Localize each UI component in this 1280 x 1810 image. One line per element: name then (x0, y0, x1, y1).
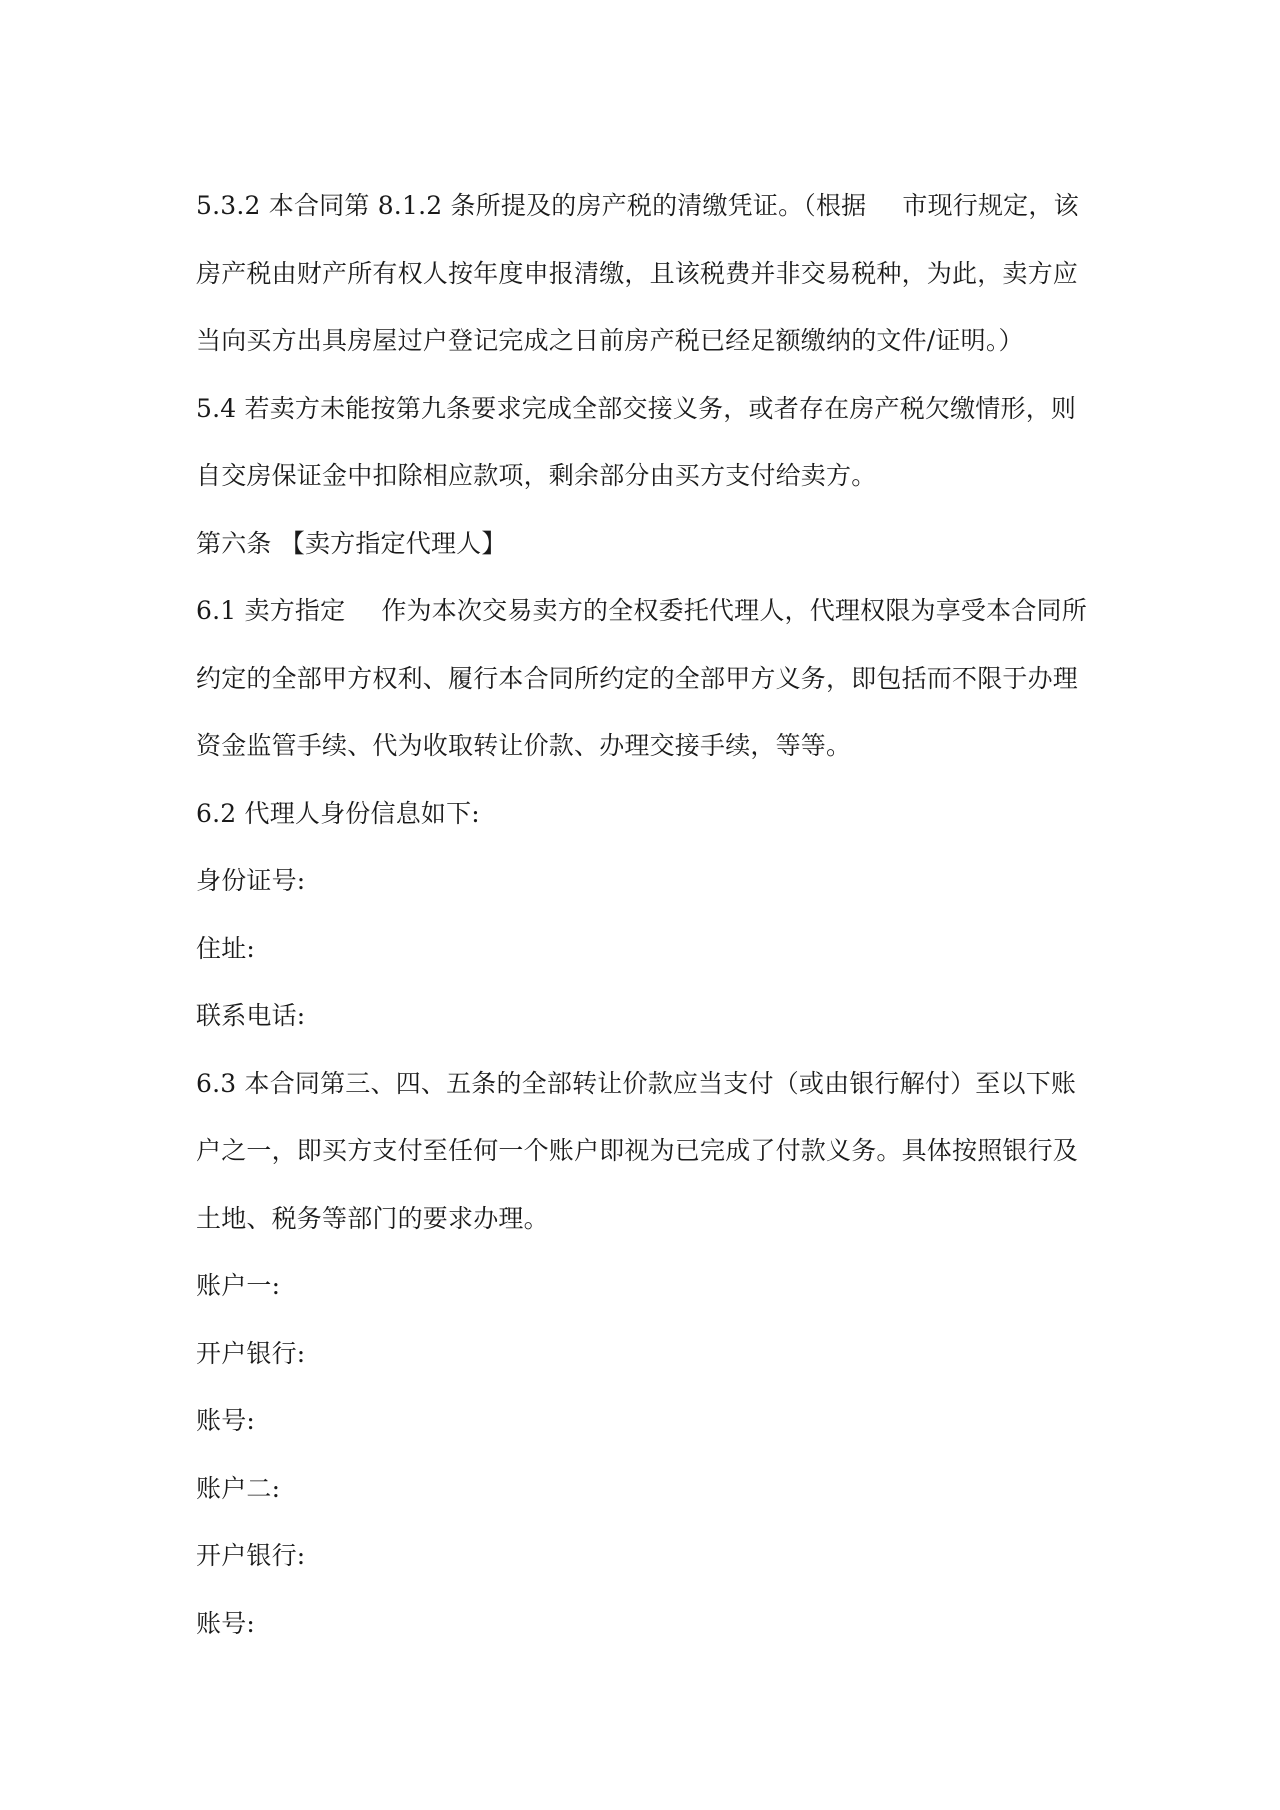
text-segment: 5.3.2 本合同第 8.1.2 条所提及的房产税的清缴凭证。（根据 (196, 191, 867, 220)
clause-6-3-line-3: 土地、税务等部门的要求办理。 (196, 1203, 549, 1233)
text-segment: 作为本次交易卖方的全权委托代理人，代理权限为享受本合同所 (381, 596, 1087, 625)
phone-label: 联系电话: (196, 1001, 306, 1030)
text-segment: 6.1 卖方指定 (196, 596, 346, 625)
clause-6-3-line-1: 6.3 本合同第三、四、五条的全部转让价款应当支付（或由银行解付）至以下账 (196, 1068, 1077, 1098)
account-two-label: 账户二: (196, 1473, 281, 1503)
address-label: 住址: (196, 933, 256, 963)
clause-6-2: 6.2 代理人身份信息如下: (196, 798, 480, 828)
account-one-label: 账户一: (196, 1271, 281, 1300)
clause-5-4-line-1: 5.4 若卖方未能按第九条要求完成全部交接义务，或者存在房产税欠缴情形，则 (196, 393, 1077, 423)
id-number-label: 身份证号: (196, 866, 306, 895)
bank-label-2: 开户银行: (196, 1541, 306, 1570)
clause-6-1-line-3: 资金监管手续、代为收取转让价款、办理交接手续，等等。 (196, 731, 852, 760)
clause-6-1-line-2: 约定的全部甲方权利、履行本合同所约定的全部甲方义务，即包括而不限于办理 (196, 663, 1079, 693)
clause-6-1-line-1 (196, 577, 1094, 645)
account-number-label-1: 账号: (196, 1406, 256, 1435)
clause-5-3-2-line-2: 房产税由财产所有权人按年度申报清缴，且该税费并非交易税种，为此，卖方应 (196, 258, 1079, 288)
account-number-label-2: 账号: (196, 1608, 256, 1638)
text-segment: 市现行规定，该 (902, 191, 1079, 220)
bank-label-1: 开户银行: (196, 1338, 306, 1368)
clause-5-3-2-line-1 (196, 172, 1094, 240)
clause-5-4-line-2: 自交房保证金中扣除相应款项，剩余部分由买方支付给卖方。 (196, 461, 877, 490)
clause-5-3-2-line-3: 当向买方出具房屋过户登记完成之日前房产税已经足额缴纳的文件/证明。） (196, 326, 1024, 355)
document-body (196, 172, 1094, 1657)
article-6-heading: 第六条 【卖方指定代理人】 (196, 528, 507, 558)
clause-6-3-line-2: 户之一，即买方支付至任何一个账户即视为已完成了付款义务。具体按照银行及 (196, 1136, 1079, 1165)
